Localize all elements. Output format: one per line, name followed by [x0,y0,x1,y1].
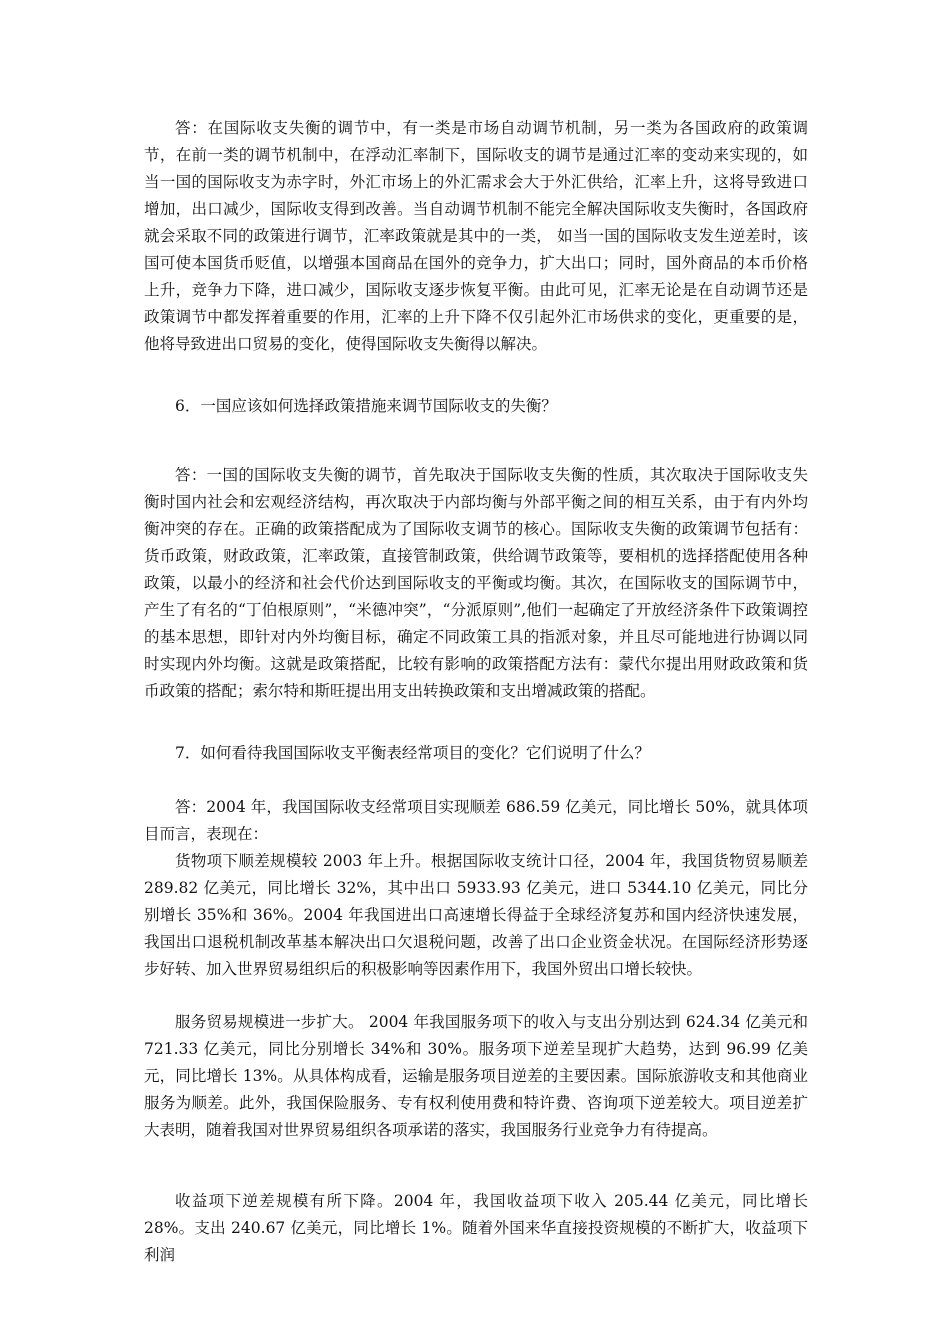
answer-paragraph-6: 答：一国的国际收支失衡的调节，首先取决于国际收支失衡的性质，其次取决于国际收支失衡时国内社会和宏观经济结构，再次取决于内部均衡与外部平衡之间的相互关系，由于有内外均衡冲突的存在。正确的政策搭配成为了国际收支调节的核心。国际收支失衡的政策调节包括有：货币政策，财政政策，汇率政策，直接管制政策，供给调节政策等，要相机的选择搭配使用各种政策，以最小的经济和社会代价达到国际收支的平衡或均衡。其次，在国际收支的国际调节中，产生了有名的“丁伯根原则”，“米德冲突”，“分派原则”,他们一起确定了开放经济条件下政策调控的基本思想，即针对内外均衡目标，确定不同政策工具的指派对象，并且尽可能地进行协调以同时实现内外均衡。这就是政策搭配，比较有影响的政策搭配方法有：蒙代尔提出用财政政策和货币政策的搭配；索尔特和斯旺提出用支出转换政策和支出增减政策的搭配。 [144,466,808,700]
question-7: 7．如何看待我国国际收支平衡表经常项目的变化？它们说明了什么？ [175,744,650,762]
answer-7-services: 服务贸易规模进一步扩大。 2004 年我国服务项下的收入与支出分别达到 624.34 亿美元和 721.33 亿美元，同比分别增长 34%和 30%。服务项下逆差呈现扩大趋势，达到 96.99 亿美元，同比增长 13%。从具体构成看，运输是服务项目逆差的主要因素。国际旅游收支和其他商业服务为顺差。此外，我国保险服务、专有权利使用费和特许费、咨询项下逆差较大。项目逆差扩大表明，随着我国对世界贸易组织各项承诺的落实，我国服务行业竞争力有待提高。 [144,1013,808,1139]
answer-paragraph-5: 答：在国际收支失衡的调节中，有一类是市场自动调节机制，另一类为各国政府的政策调节，在前一类的调节机制中，在浮动汇率制下，国际收支的调节是通过汇率的变动来实现的，如当一国的国际收支为赤字时，外汇市场上的外汇需求会大于外汇供给，汇率上升，这将导致进口增加，出口减少，国际收支得到改善。当自动调节机制不能完全解决国际收支失衡时，各国政府就会采取不同的政策进行调节，汇率政策就是其中的一类， 如当一国的国际收支发生逆差时，该国可使本国货币贬值，以增强本国商品在国外的竞争力，扩大出口；同时，国外商品的本币价格上升，竞争力下降，进口减少，国际收支逐步恢复平衡。由此可见，汇率无论是在自动调节还是政策调节中都发挥着重要的作用，汇率的上升下降不仅引起外汇市场供求的变化，更重要的是，他将导致进出口贸易的变化，使得国际收支失衡得以解决。 [144,119,808,353]
answer-7-goods: 货物项下顺差规模较 2003 年上升。根据国际收支统计口径，2004 年，我国货物贸易顺差 289.82 亿美元，同比增长 32%，其中出口 5933.93 亿美元，进口 5344.10 亿美元，同比分别增长 35%和 36%。2004 年我国进出口高速增长得益于全球经济复苏和国内经济快速发展，我国出口退税机制改革基本解决出口欠退税问题，改善了出口企业资金状况。在国际经济形势逐步好转、加入世界贸易组织后的积极影响等因素作用下，我国外贸出口增长较快。 [144,852,808,978]
answer-7-intro: 答：2004 年，我国国际收支经常项目实现顺差 686.59 亿美元，同比增长 50%，就具体项目而言，表现在： [144,798,808,843]
question-6: 6．一国应该如何选择政策措施来调节国际收支的失衡？ [175,397,557,415]
answer-7-income: 收益项下逆差规模有所下降。2004 年，我国收益项下收入 205.44 亿美元，同比增长 28%。支出 240.67 亿美元，同比增长 1%。随着外国来华直接投资规模的不断扩大，收益项下利润 [144,1192,808,1264]
